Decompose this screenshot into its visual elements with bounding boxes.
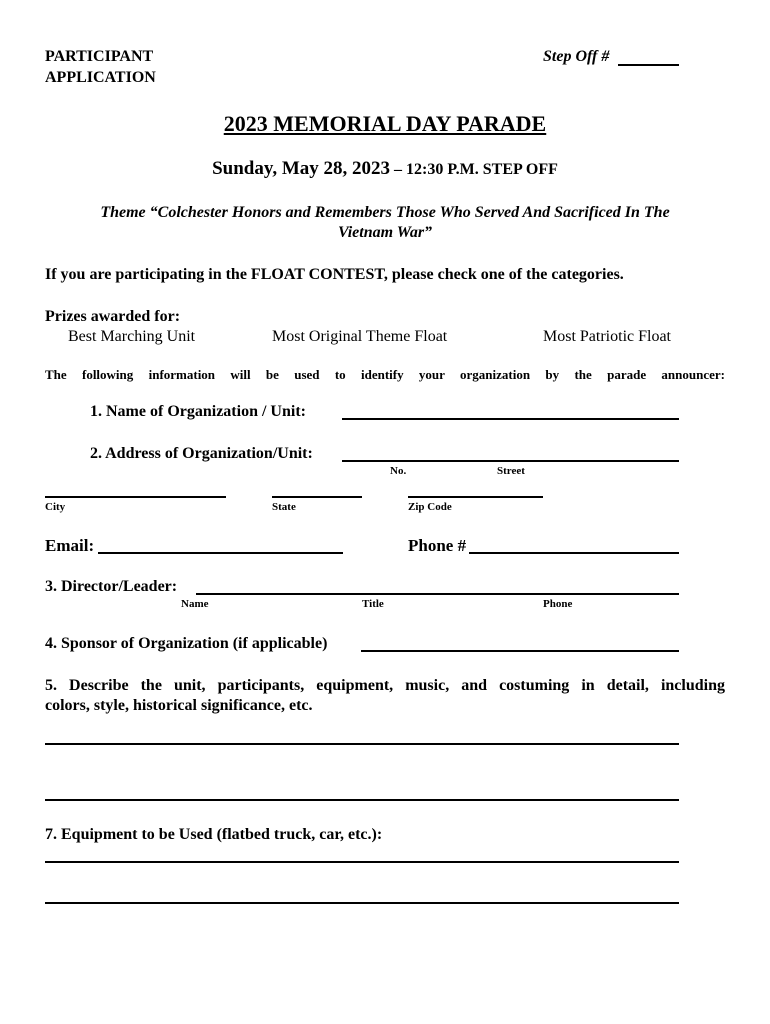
float-contest-instructions: If you are participating in the FLOAT CONTEST, please check one of the categories. xyxy=(45,266,624,283)
prizes-heading: Prizes awarded for: xyxy=(45,308,181,325)
director-name-sublabel: Name xyxy=(181,598,209,610)
sponsor-label: 4. Sponsor of Organization (if applicable) xyxy=(45,635,328,652)
equipment-input-line-1[interactable] xyxy=(45,861,679,863)
describe-line-1: 5. Describe the unit, participants, equipment, music, and costuming in detail, including xyxy=(45,677,725,694)
describe-input-line-2[interactable] xyxy=(45,799,679,801)
email-label: Email: xyxy=(45,536,95,555)
address-no-sublabel: No. xyxy=(390,465,407,477)
director-label: 3. Director/Leader: xyxy=(45,578,178,595)
step-off-label: Step Off # xyxy=(543,48,610,65)
state-sublabel: State xyxy=(272,501,296,513)
address-input-line[interactable] xyxy=(342,460,679,462)
director-phone-sublabel: Phone xyxy=(543,598,573,610)
describe-input-line-1[interactable] xyxy=(45,743,679,745)
describe-line-2: colors, style, historical significance, etc. xyxy=(45,697,313,714)
announcer-instructions: The following information will be used to identify your organization by the parade announcer: xyxy=(45,367,725,382)
prize-best-marching-unit[interactable]: Best Marching Unit xyxy=(68,328,196,345)
city-sublabel: City xyxy=(45,501,66,513)
zip-input-line[interactable] xyxy=(408,496,543,498)
city-input-line[interactable] xyxy=(45,496,226,498)
sponsor-input-line[interactable] xyxy=(361,650,679,652)
phone-input-line[interactable] xyxy=(469,552,679,554)
theme-line-1: Theme “Colchester Honors and Remembers Those Who Served And Sacrificed In The xyxy=(100,204,670,221)
phone-label: Phone # xyxy=(408,536,467,555)
parade-date: Sunday, May 28, 2023 xyxy=(212,158,391,179)
org-name-label: 1. Name of Organization / Unit: xyxy=(90,403,306,420)
equipment-label: 7. Equipment to be Used (flatbed truck, car, etc.): xyxy=(45,826,383,843)
theme-line-2: Vietnam War” xyxy=(337,224,433,241)
director-input-line[interactable] xyxy=(196,593,679,595)
equipment-input-line-2[interactable] xyxy=(45,902,679,904)
participant-label-line1: PARTICIPANT xyxy=(45,48,154,65)
step-off-input-line[interactable] xyxy=(618,64,679,66)
step-off-time: – 12:30 P.M. STEP OFF xyxy=(390,161,558,178)
prize-most-patriotic-float[interactable]: Most Patriotic Float xyxy=(543,328,671,345)
parade-date-line xyxy=(0,158,770,180)
prize-most-original-theme-float[interactable]: Most Original Theme Float xyxy=(272,328,448,345)
email-input-line[interactable] xyxy=(98,552,343,554)
zip-sublabel: Zip Code xyxy=(408,501,452,513)
address-label: 2. Address of Organization/Unit: xyxy=(90,445,313,462)
state-input-line[interactable] xyxy=(272,496,362,498)
page-title: 2023 MEMORIAL DAY PARADE xyxy=(223,111,547,136)
address-street-sublabel: Street xyxy=(497,465,525,477)
org-name-input-line[interactable] xyxy=(342,418,679,420)
participant-label-line2: APPLICATION xyxy=(45,69,156,86)
director-title-sublabel: Title xyxy=(362,598,384,610)
